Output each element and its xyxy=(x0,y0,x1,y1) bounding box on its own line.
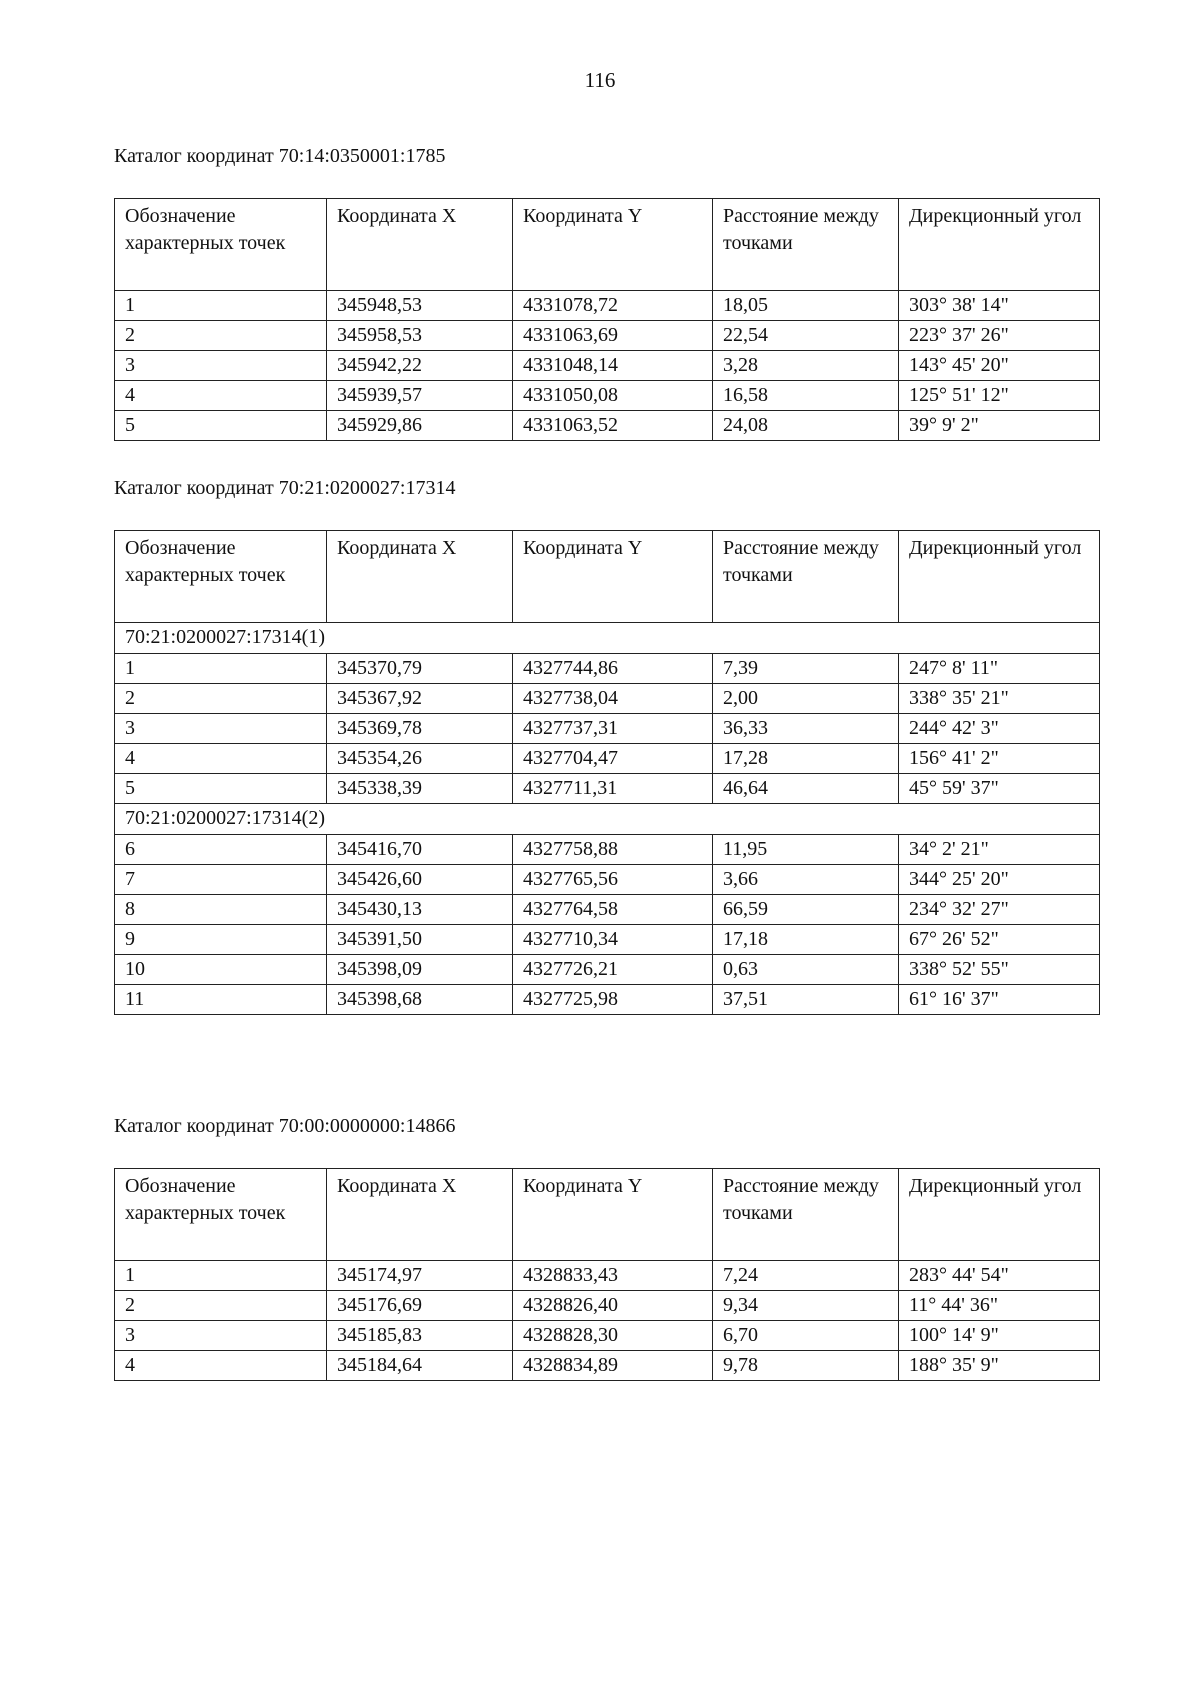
cell-point: 4 xyxy=(115,744,327,774)
cell-angle: 61° 16' 37" xyxy=(899,985,1100,1015)
cell-point: 2 xyxy=(115,684,327,714)
coordinates-table xyxy=(114,198,1100,441)
cell-distance: 37,51 xyxy=(713,985,899,1015)
cell-point: 9 xyxy=(115,925,327,955)
cell-angle: 247° 8' 11" xyxy=(899,654,1100,684)
cell-y: 4327764,58 xyxy=(513,895,713,925)
catalog-section-3 xyxy=(114,1114,1099,1381)
cell-point: 3 xyxy=(115,351,327,381)
cell-point: 6 xyxy=(115,835,327,865)
table-row xyxy=(115,291,1100,321)
cell-y: 4327765,56 xyxy=(513,865,713,895)
cell-distance: 46,64 xyxy=(713,774,899,804)
page-number: 116 xyxy=(584,68,616,92)
group-row xyxy=(115,623,1100,654)
cell-x: 345370,79 xyxy=(327,654,513,684)
cell-angle: 303° 38' 14" xyxy=(899,291,1100,321)
cell-x: 345367,92 xyxy=(327,684,513,714)
table-header-row xyxy=(115,199,1100,291)
cell-point: 1 xyxy=(115,654,327,684)
table-row xyxy=(115,1261,1100,1291)
cell-x: 345184,64 xyxy=(327,1351,513,1381)
cell-angle: 39° 9' 2" xyxy=(899,411,1100,441)
table-row xyxy=(115,985,1100,1015)
cell-distance: 2,00 xyxy=(713,684,899,714)
cell-x: 345369,78 xyxy=(327,714,513,744)
catalog-section-1 xyxy=(114,144,1099,441)
group-label: 70:21:0200027:17314(2) xyxy=(115,804,1100,835)
cell-angle: 234° 32' 27" xyxy=(899,895,1100,925)
cell-distance: 9,34 xyxy=(713,1291,899,1321)
table-row xyxy=(115,351,1100,381)
cell-point: 7 xyxy=(115,865,327,895)
coordinates-table xyxy=(114,1168,1100,1381)
cell-y: 4327711,31 xyxy=(513,774,713,804)
cell-x: 345176,69 xyxy=(327,1291,513,1321)
header-point: Обозначение характерных точек xyxy=(115,1169,327,1261)
cell-angle: 67° 26' 52" xyxy=(899,925,1100,955)
cell-point: 5 xyxy=(115,411,327,441)
cell-point: 8 xyxy=(115,895,327,925)
cell-y: 4331050,08 xyxy=(513,381,713,411)
header-angle: Дирекционный угол xyxy=(899,1169,1100,1261)
cell-angle: 338° 35' 21" xyxy=(899,684,1100,714)
cell-distance: 7,39 xyxy=(713,654,899,684)
cell-distance: 17,28 xyxy=(713,744,899,774)
cell-x: 345354,26 xyxy=(327,744,513,774)
cell-angle: 188° 35' 9" xyxy=(899,1351,1100,1381)
cell-y: 4327704,47 xyxy=(513,744,713,774)
cell-y: 4331063,52 xyxy=(513,411,713,441)
cell-angle: 45° 59' 37" xyxy=(899,774,1100,804)
cell-y: 4327738,04 xyxy=(513,684,713,714)
table-row xyxy=(115,865,1100,895)
header-x: Координата X xyxy=(327,199,513,291)
cell-y: 4331078,72 xyxy=(513,291,713,321)
cell-y: 4327737,31 xyxy=(513,714,713,744)
group-row xyxy=(115,804,1100,835)
cell-y: 4328828,30 xyxy=(513,1321,713,1351)
catalog-title: Каталог координат 70:00:0000000:14866 xyxy=(114,1115,456,1137)
cell-x: 345391,50 xyxy=(327,925,513,955)
cell-distance: 3,28 xyxy=(713,351,899,381)
cell-point: 3 xyxy=(115,1321,327,1351)
cell-x: 345338,39 xyxy=(327,774,513,804)
header-angle: Дирекционный угол xyxy=(899,199,1100,291)
cell-x: 345929,86 xyxy=(327,411,513,441)
cell-distance: 7,24 xyxy=(713,1261,899,1291)
table-row xyxy=(115,835,1100,865)
cell-point: 2 xyxy=(115,321,327,351)
table-row xyxy=(115,714,1100,744)
cell-point: 4 xyxy=(115,1351,327,1381)
catalog-title: Каталог координат 70:14:0350001:1785 xyxy=(114,145,446,167)
header-y: Координата Y xyxy=(513,531,713,623)
cell-x: 345426,60 xyxy=(327,865,513,895)
cell-distance: 66,59 xyxy=(713,895,899,925)
cell-y: 4328826,40 xyxy=(513,1291,713,1321)
cell-y: 4327744,86 xyxy=(513,654,713,684)
table-row xyxy=(115,684,1100,714)
cell-point: 1 xyxy=(115,291,327,321)
cell-angle: 344° 25' 20" xyxy=(899,865,1100,895)
cell-y: 4327726,21 xyxy=(513,955,713,985)
cell-angle: 338° 52' 55" xyxy=(899,955,1100,985)
cell-distance: 24,08 xyxy=(713,411,899,441)
cell-angle: 125° 51' 12" xyxy=(899,381,1100,411)
table-row xyxy=(115,744,1100,774)
table-row xyxy=(115,411,1100,441)
header-distance: Расстояние между точками xyxy=(713,1169,899,1261)
table-row xyxy=(115,1291,1100,1321)
cell-point: 10 xyxy=(115,955,327,985)
cell-point: 5 xyxy=(115,774,327,804)
table-row xyxy=(115,955,1100,985)
cell-x: 345174,97 xyxy=(327,1261,513,1291)
table-header-row xyxy=(115,1169,1100,1261)
cell-y: 4328834,89 xyxy=(513,1351,713,1381)
header-x: Координата X xyxy=(327,1169,513,1261)
catalog-section-2 xyxy=(114,476,1099,1015)
cell-point: 4 xyxy=(115,381,327,411)
group-label: 70:21:0200027:17314(1) xyxy=(115,623,1100,654)
cell-point: 3 xyxy=(115,714,327,744)
cell-x: 345185,83 xyxy=(327,1321,513,1351)
cell-distance: 36,33 xyxy=(713,714,899,744)
table-header-row xyxy=(115,531,1100,623)
cell-angle: 156° 41' 2" xyxy=(899,744,1100,774)
table-row xyxy=(115,381,1100,411)
cell-angle: 100° 14' 9" xyxy=(899,1321,1100,1351)
cell-distance: 22,54 xyxy=(713,321,899,351)
cell-angle: 244° 42' 3" xyxy=(899,714,1100,744)
cell-point: 1 xyxy=(115,1261,327,1291)
cell-x: 345942,22 xyxy=(327,351,513,381)
header-angle: Дирекционный угол xyxy=(899,531,1100,623)
catalog-title: Каталог координат 70:21:0200027:17314 xyxy=(114,477,456,499)
table-row xyxy=(115,321,1100,351)
cell-angle: 34° 2' 21" xyxy=(899,835,1100,865)
header-distance: Расстояние между точками xyxy=(713,531,899,623)
cell-distance: 9,78 xyxy=(713,1351,899,1381)
cell-distance: 0,63 xyxy=(713,955,899,985)
cell-point: 11 xyxy=(115,985,327,1015)
table-row xyxy=(115,1351,1100,1381)
cell-distance: 18,05 xyxy=(713,291,899,321)
cell-distance: 17,18 xyxy=(713,925,899,955)
cell-y: 4327758,88 xyxy=(513,835,713,865)
cell-y: 4331048,14 xyxy=(513,351,713,381)
header-point: Обозначение характерных точек xyxy=(115,199,327,291)
cell-x: 345416,70 xyxy=(327,835,513,865)
cell-y: 4327710,34 xyxy=(513,925,713,955)
cell-distance: 16,58 xyxy=(713,381,899,411)
cell-y: 4327725,98 xyxy=(513,985,713,1015)
cell-y: 4331063,69 xyxy=(513,321,713,351)
cell-x: 345958,53 xyxy=(327,321,513,351)
table-row xyxy=(115,895,1100,925)
cell-x: 345398,68 xyxy=(327,985,513,1015)
cell-y: 4328833,43 xyxy=(513,1261,713,1291)
cell-distance: 11,95 xyxy=(713,835,899,865)
table-row xyxy=(115,925,1100,955)
header-y: Координата Y xyxy=(513,1169,713,1261)
cell-x: 345948,53 xyxy=(327,291,513,321)
cell-angle: 283° 44' 54" xyxy=(899,1261,1100,1291)
cell-x: 345939,57 xyxy=(327,381,513,411)
cell-x: 345430,13 xyxy=(327,895,513,925)
coordinates-table xyxy=(114,530,1100,1015)
header-x: Координата X xyxy=(327,531,513,623)
table-row xyxy=(115,774,1100,804)
cell-angle: 143° 45' 20" xyxy=(899,351,1100,381)
cell-angle: 11° 44' 36" xyxy=(899,1291,1100,1321)
cell-distance: 3,66 xyxy=(713,865,899,895)
header-distance: Расстояние между точками xyxy=(713,199,899,291)
cell-distance: 6,70 xyxy=(713,1321,899,1351)
cell-angle: 223° 37' 26" xyxy=(899,321,1100,351)
header-y: Координата Y xyxy=(513,199,713,291)
table-row xyxy=(115,1321,1100,1351)
header-point: Обозначение характерных точек xyxy=(115,531,327,623)
table-row xyxy=(115,654,1100,684)
cell-point: 2 xyxy=(115,1291,327,1321)
cell-x: 345398,09 xyxy=(327,955,513,985)
